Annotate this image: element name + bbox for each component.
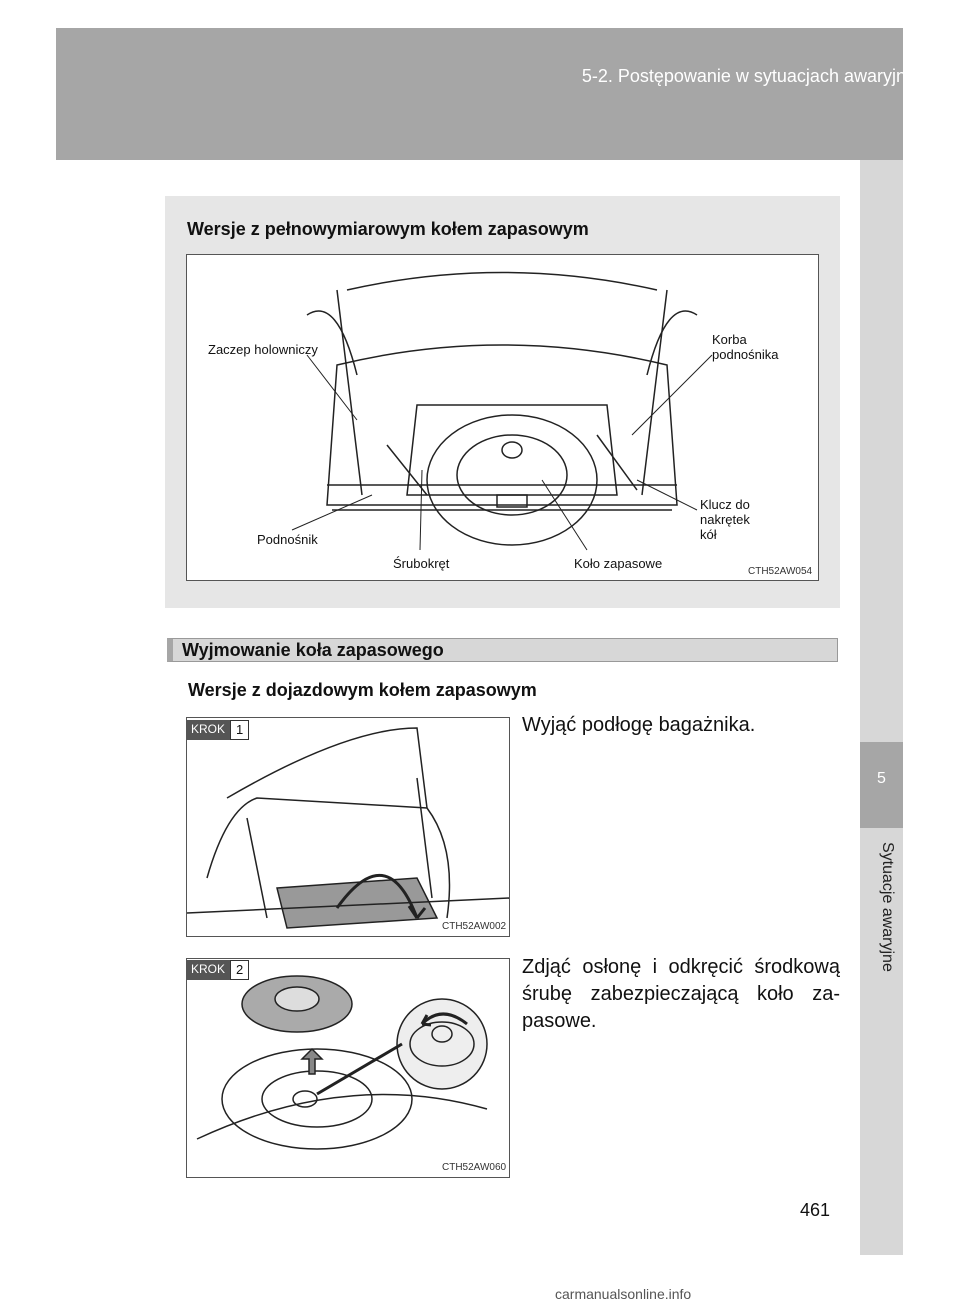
step1-krok: KROK	[186, 720, 230, 740]
step1-drawing	[187, 718, 509, 936]
subheading: Wersje z dojazdowym kołem zapasowym	[188, 680, 537, 700]
section-heading: 5-2. Postępowanie w sytuacjach awaryjnych	[581, 66, 934, 86]
section-title: Wyjmowanie koła zapasowego	[182, 640, 444, 660]
label-lug-wrench: Klucz do nakrętek kół	[700, 497, 750, 542]
full-size-spare-title: Wersje z pełnowymiarowym kołem zapasowym	[187, 219, 589, 239]
step2-text: Zdjąć osłonę i odkręcić środkową śrubę zabezpieczającą koło za-pasowe.	[522, 956, 840, 1032]
step2-krok: KROK	[186, 960, 230, 980]
step1-figure-code: CTH52AW002	[442, 921, 507, 932]
label-towing-hook: Zaczep holowniczy	[208, 342, 318, 357]
label-jack-handle: Korba podnośnika	[712, 332, 779, 362]
chapter-tab	[860, 160, 903, 1255]
step2-drawing	[187, 959, 509, 1177]
chapter-number: 5	[877, 770, 886, 787]
step1-number: 1	[230, 720, 249, 740]
label-spare-wheel: Koło zapasowe	[574, 556, 663, 571]
step1-illustration	[186, 717, 510, 937]
watermark-text: carmanualsonline.info	[555, 1286, 692, 1302]
label-screwdriver: Śrubokręt	[393, 556, 450, 571]
step1-text: Wyjąć podłogę bagażnika.	[522, 714, 756, 736]
label-jack: Podnośnik	[257, 532, 318, 547]
step1-badge	[186, 720, 249, 740]
chapter-label: Sytuacje awaryjne	[879, 842, 896, 972]
step2-number: 2	[230, 960, 249, 980]
figure-code: CTH52AW054	[748, 566, 813, 577]
step2-figure-code: CTH52AW060	[442, 1162, 507, 1173]
page-header	[56, 28, 903, 160]
step2-badge	[186, 960, 249, 980]
step2-illustration	[186, 958, 510, 1178]
page-number: 461	[800, 1200, 831, 1220]
